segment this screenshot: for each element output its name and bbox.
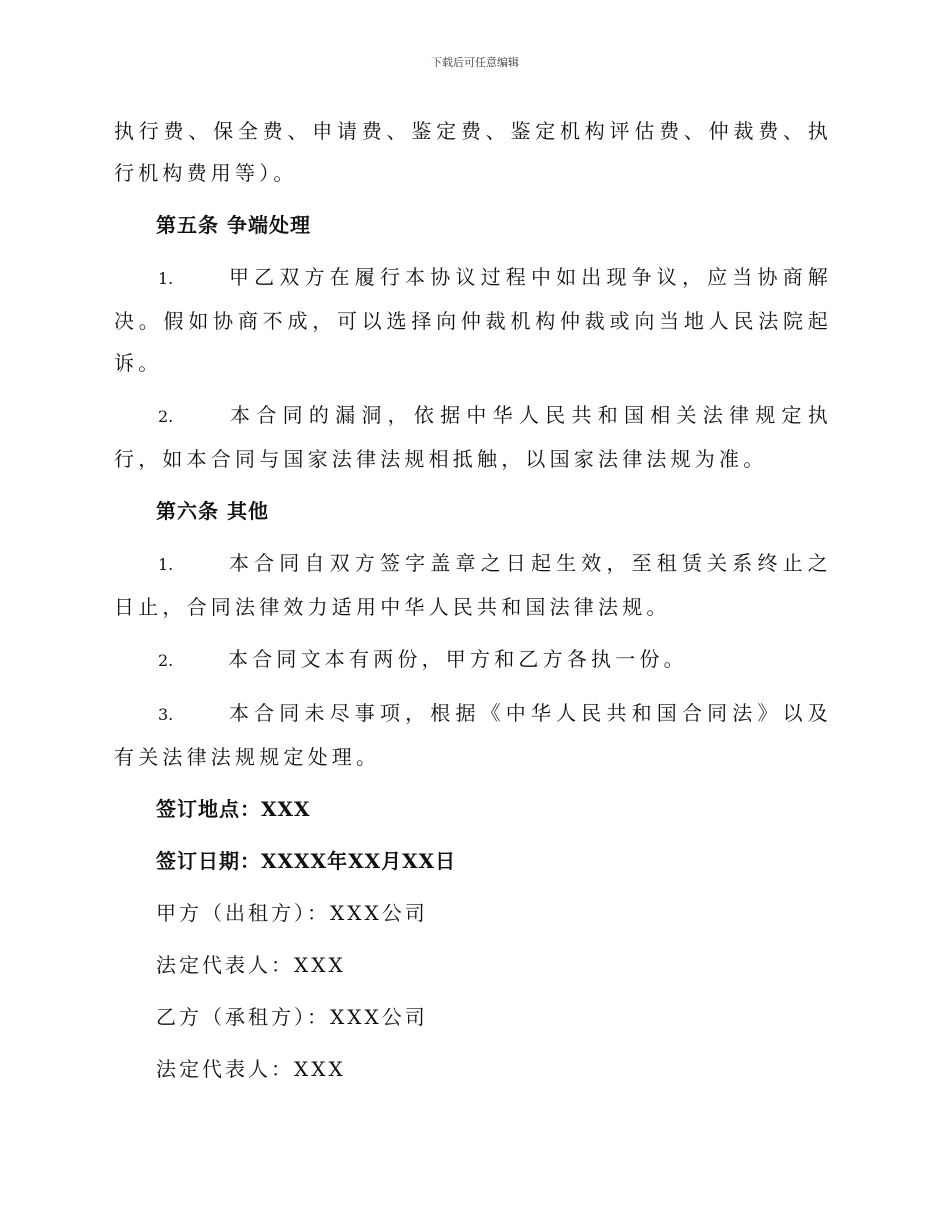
party-a-representative: 法定代表人：XXX	[156, 953, 346, 977]
item-number: 2.	[158, 407, 174, 426]
page-header-note: 下载后可任意编辑	[431, 56, 519, 69]
item-text: 本合同的漏洞，依据中华人民共和国相关法律规定执行，如本合同与国家法律法规相抵触，以国家法律法规为准。	[114, 403, 832, 471]
article-6-item-3	[114, 692, 832, 778]
item-number: 1.	[158, 269, 174, 288]
article-5-item-1	[114, 256, 832, 384]
article-6-heading: 第六条 其他	[156, 499, 269, 523]
item-text: 本合同文本有两份，甲方和乙方各执一份。	[228, 647, 688, 671]
intro-paragraph: 执行费、保全费、申请费、鉴定费、鉴定机构评估费、仲裁费、执行机构费用等）。	[114, 119, 832, 185]
article-5-heading: 第五条 争端处理	[156, 213, 311, 237]
item-text: 本合同自双方签字盖章之日起生效，至租赁关系终止之日止，合同法律效力适用中华人民共和国法律法规。	[114, 551, 832, 619]
party-a-name: 甲方（出租方）：XXX公司	[156, 901, 428, 925]
party-b-name: 乙方（承租方）：XXX公司	[156, 1005, 428, 1029]
item-number: 2.	[158, 651, 174, 670]
signing-date: 签订日期：XXXX年XX月XX日	[156, 849, 457, 873]
article-6-item-2	[114, 638, 832, 682]
document-body	[114, 110, 832, 1100]
party-b-representative: 法定代表人：XXX	[156, 1057, 346, 1081]
item-number: 3.	[158, 705, 174, 724]
article-6-item-1	[114, 542, 832, 628]
item-number: 1.	[158, 555, 174, 574]
signing-place: 签订地点：XXX	[156, 797, 311, 821]
item-text: 本合同未尽事项，根据《中华人民共和国合同法》以及有关法律法规规定处理。	[114, 701, 832, 769]
item-text: 甲乙双方在履行本协议过程中如出现争议，应当协商解决。假如协商不成，可以选择向仲裁机构仲裁或向当地人民法院起诉。	[114, 265, 832, 375]
article-5-item-2	[114, 394, 832, 480]
